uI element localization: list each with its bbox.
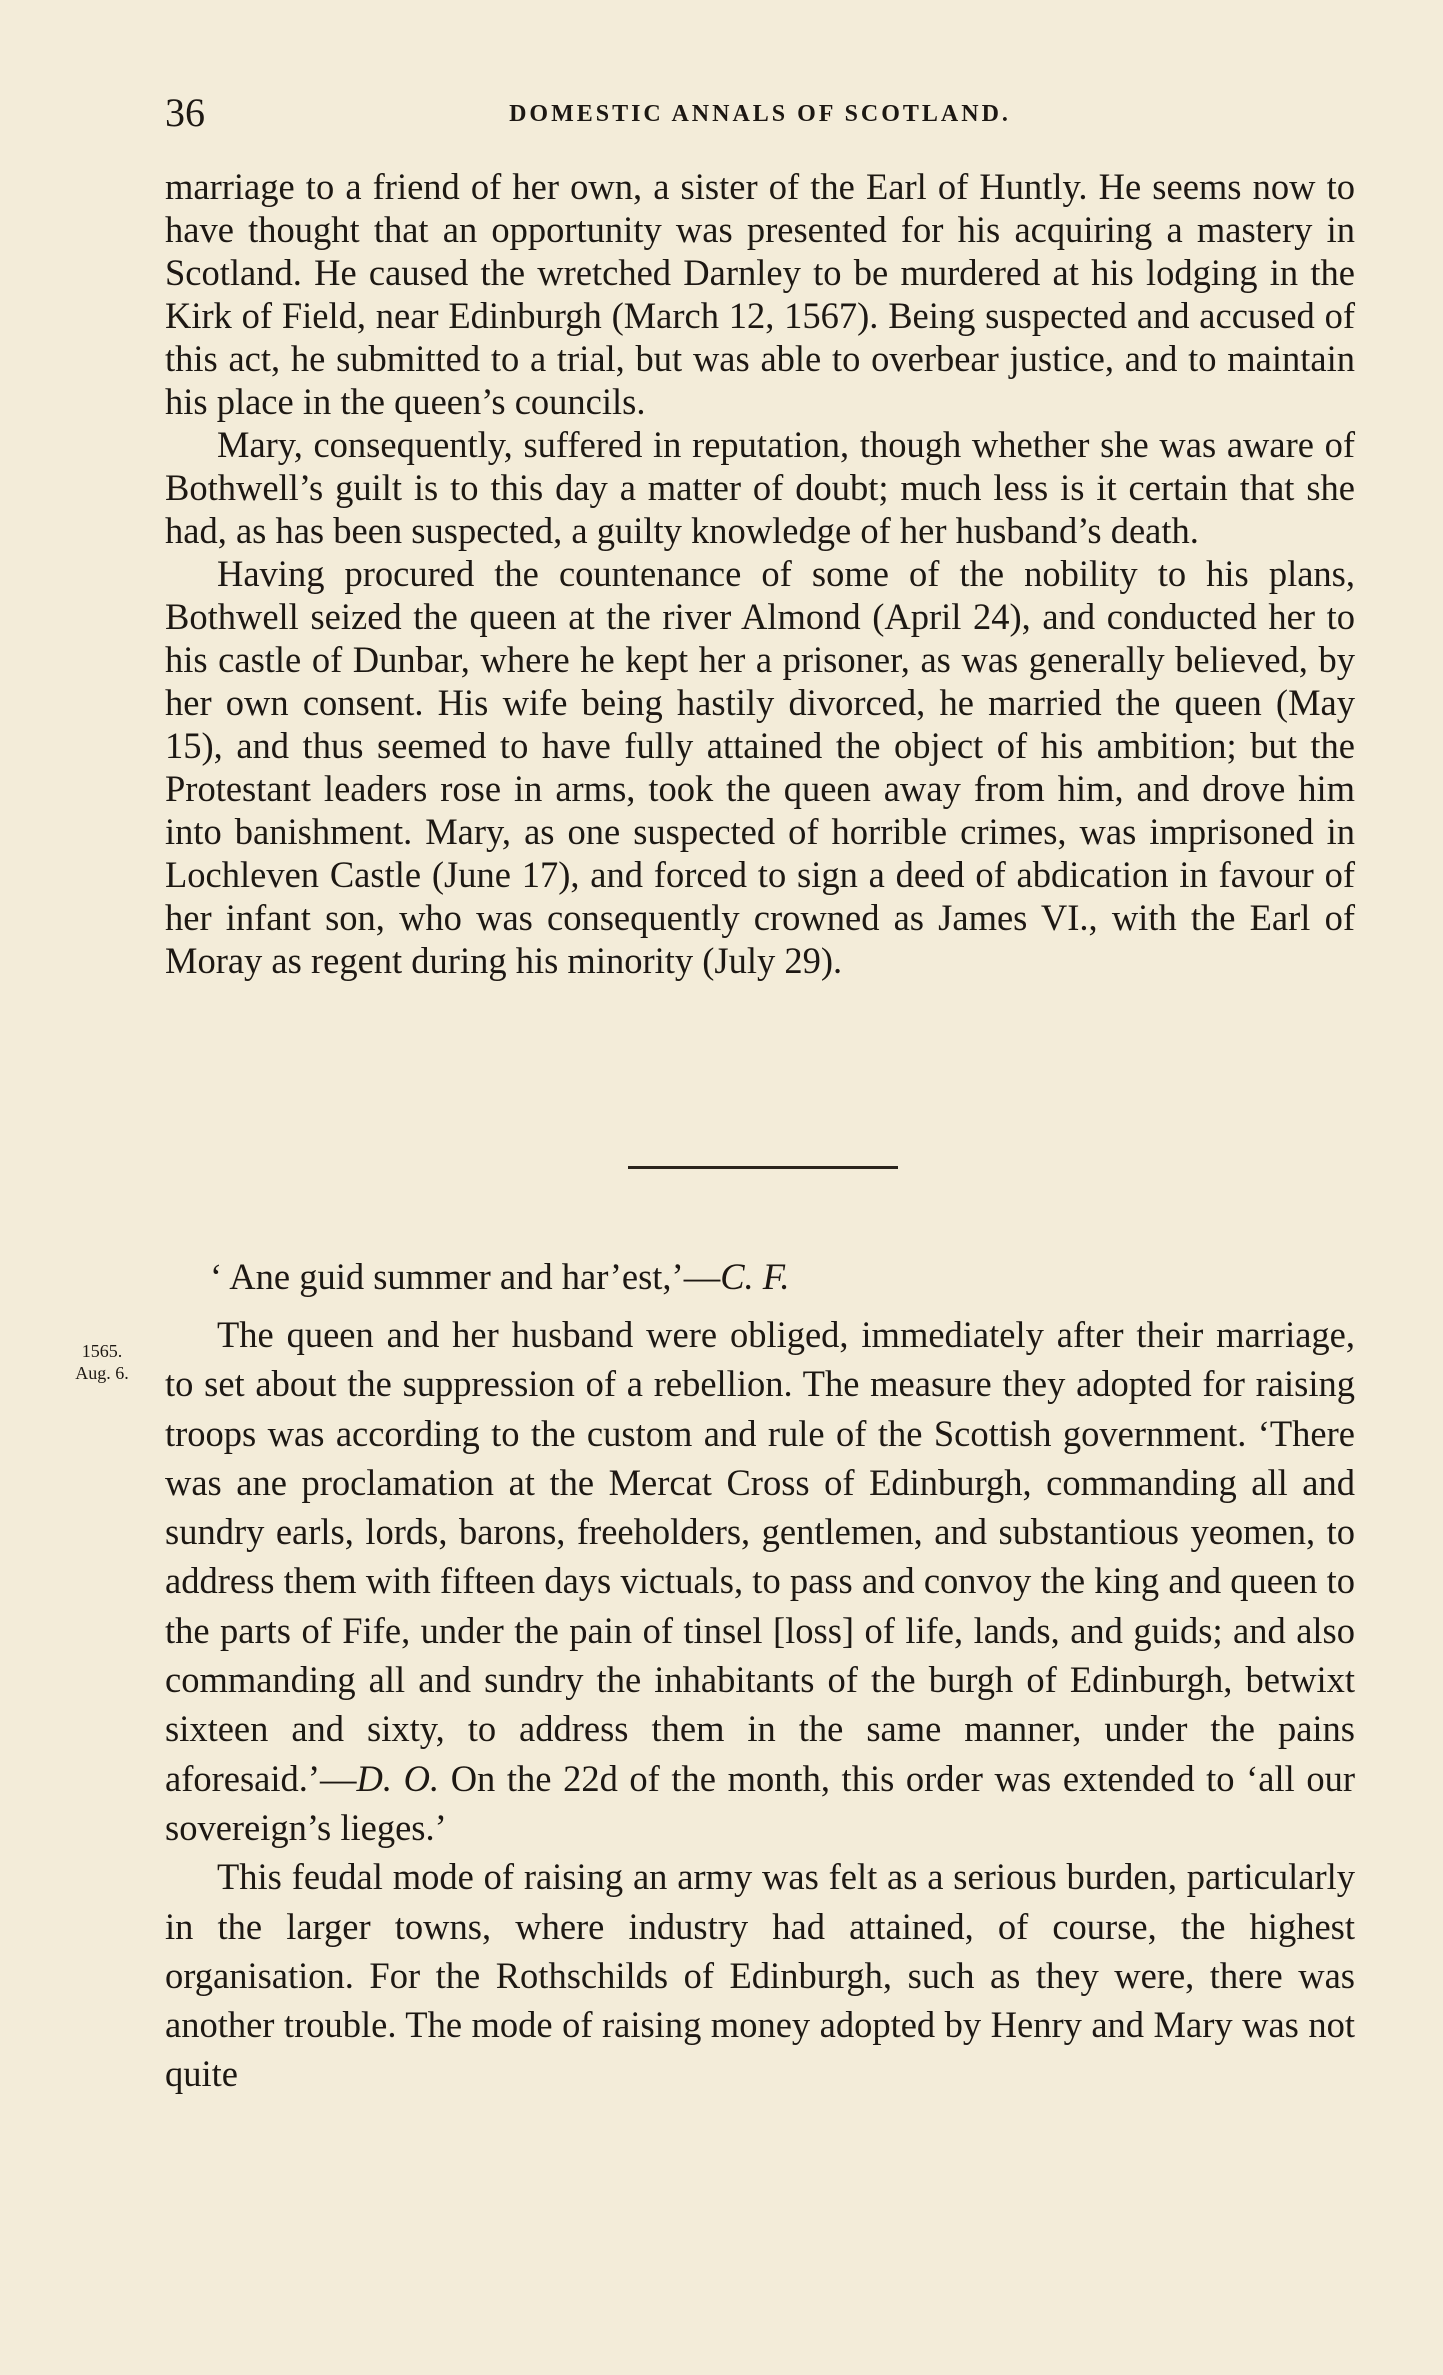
page-header [165, 88, 1355, 138]
epigraph-quote: ‘ Ane guid summer and har’est,’— [210, 1256, 721, 1297]
margin-date-note [58, 1340, 146, 1384]
margin-date: Aug. 6. [75, 1363, 129, 1383]
paragraph-5: This feudal mode of raising an army was felt as a serious burden, particularly in the larger towns, where industry had attained, of course, the highest organisation. For the Rothschilds of Edinburgh, such as they were, there was another trouble. The mode of raising money adopted by Henry and Mary was not quite [165, 1856, 1355, 2095]
paragraph-3: Having procured the countenance of some of the nobility to his plans, Bothwell seized the queen at the river Almond (April 24), and conducted her to his castle of Dunbar, where he kept her a prisoner, as was generally believed, by her own consent. His wife being hastily divorced, he married the queen (May 15), and thus seemed to have fully attained the object of his ambition; but the Protestant leaders rose in arms, took the queen away from him, and drove him into banishment. Mary, as one suspected of horrible crimes, was imprisoned in Lochleven Castle (June 17), and forced to sign a deed of abdication in favour of her infant son, who was consequently crowned as James VI., with the Earl of Moray as regent during his minority (July 29). [165, 553, 1355, 981]
paragraph-4-text: The queen and her husband were obliged, immediately after their marriage, to set about the suppression of a rebellion. The measure they adopted for raising troops was according to the custom and rule of the Scottish government. ‘There was ane proclamation at the Mercat Cross of Edinburgh, commanding all and sundry earls, lords, barons, freeholders, gentlemen, and substantious yeomen, to address them with fifteen days victuals, to pass and convoy the king and queen to the parts of Fife, under the pain of tinsel [loss] of life, lands, and guids; and also commanding all and sundry the inhabitants of the burgh of Edinburgh, betwixt sixteen and sixty, to address them in the same manner, under the pains aforesaid.’— [165, 1314, 1355, 1799]
epigraph [210, 1255, 790, 1298]
section-body-2 [165, 1310, 1355, 2099]
paragraph-4-continuation: On the 22d of the month, this order was extended to ‘all our sovereign’s lieges.’ [165, 1757, 1356, 1848]
margin-year: 1565. [81, 1341, 123, 1361]
section-body-1 [165, 165, 1355, 982]
paragraph-4 [165, 1310, 1355, 1852]
epigraph-source: C. F. [720, 1256, 790, 1297]
paragraph-1: marriage to a friend of her own, a sister of the Earl of Huntly. He seems now to have thought that an opportunity was presented for his acquiring a mastery in Scotland. He caused the wretched Darnley to be murdered at his lodging in the Kirk of Field, near Edinburgh (March 12, 1567). Being suspected and accused of this act, he submitted to a trial, but was able to overbear justice, and to maintain his place in the queen’s councils. [165, 166, 1355, 422]
paragraph-2: Mary, consequently, suffered in reputation, though whether she was aware of Bothwell’s guilt is to this day a matter of doubt; much less is it certain that she had, as has been suspected, a guilty knowledge of her husband’s death. [165, 424, 1355, 551]
section-divider [628, 1166, 898, 1169]
paragraph-4-source: D. O. [356, 1757, 440, 1799]
running-title: DOMESTIC ANNALS OF SCOTLAND. [509, 101, 1011, 127]
page-number: 36 [165, 90, 205, 135]
